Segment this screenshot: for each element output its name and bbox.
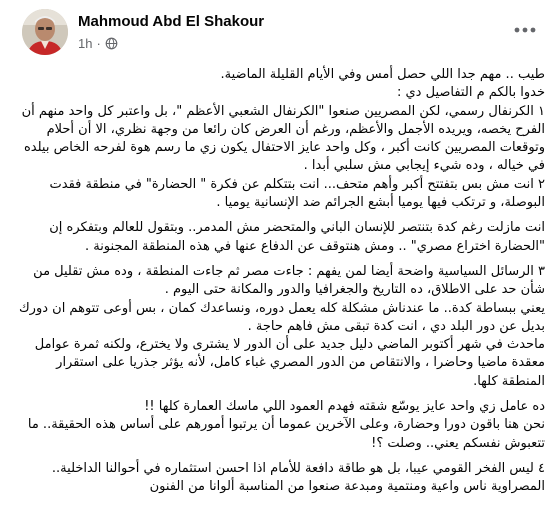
post-paragraph: ٣ الرسائل السياسية واضحة أيضا لمن يفهم : جاءت مصر ثم جاءت المنطقة ، وده مش تقليل من شأن حد على الاطلاق، ده التاريخ والجغرافيا والدور والمكانة حتى اليوم . <box>33 263 545 298</box>
post-paragraph: ١ الكرنفال رسمي، لكن المصريين صنعوا "الكرنفال الشعبي الأعظم "، بل واعتبر كل واحد منهم أن الفرح يخصه، ويريده الأجمل والأعظم، ورغم أن العرض كان رائعا من وجهة نظري، الا أن أحلام وتوقعات المصريين كانت أكبر ، وكل واحد عايز الاحتفال يكون زي ما رسم هوة لفرحه الخاص بيلده في خياله ، وده شيء إيجابي مش سلبي أبدا . <box>21 103 545 174</box>
post-paragraph: ماحدث في شهر أكتوبر الماضي دليل جديد على أن الدور لا يشترى ولا يخترع، ولكنه ثمرة عوامل معقدة ماضيا وحاضرا ، والانتقاص من الدور المصري غباء كامل، لأنه يؤثر جذريا على استقرار المنطقة كلها. <box>34 337 545 389</box>
globe-icon[interactable] <box>105 37 118 50</box>
post-text <box>10 66 545 497</box>
post-meta <box>78 35 118 51</box>
author-name[interactable]: Mahmoud Abd El Shakour <box>78 13 265 30</box>
meta-separator: · <box>96 35 101 51</box>
post-paragraph: طيب .. مهم جدا اللي حصل أمس وفي الأيام القليلة الماضية. <box>220 67 545 82</box>
post-paragraph: خدوا بالكم م التفاصيل دي : <box>396 85 545 101</box>
timestamp[interactable]: 1h <box>78 35 93 51</box>
more-horizontal-icon <box>514 27 536 33</box>
avatar-photo <box>22 9 68 55</box>
post-paragraph: يعني ببساطة كدة.. ما عندناش مشكلة كله يعمل دوره، ونساعدك كمان ، بس أوعى تتوهم ان دورك بديل عن دور البلد دي ، انت كدة تبقى مش فاهم حاجة . <box>18 300 545 334</box>
post-paragraph: ٢ انت مش بس بتفتتح أكبر وأهم متحف... انت بتتكلم عن فكرة " الحضارة" في منطقة فقدت البوصلة، و ترتكب فيها يوميا أبشع الجرائم ضد الإنسانية يوميا . <box>49 176 545 211</box>
post-paragraph: انت مازلت رغم كدة بتنتصر للإنسان الباني والمتحضر مش المدمر.. وبتقول للعالم وبتفكره إن "الحضارة اختراع مصري" .. ومش هنتوقف عن الدفاع عنها في هذه المنطقة المجنونة . <box>49 220 545 254</box>
post-paragraph: ده عامل زي واحد عايز يوسّع شقته فهدم العمود اللي ماسك العمارة كلها !! <box>144 399 545 415</box>
avatar[interactable] <box>22 9 68 55</box>
post-header <box>0 0 559 62</box>
more-options-button[interactable] <box>512 20 538 40</box>
post-paragraph: نحن هنا باقون دورا وحضارة، وعلى الآخرين عموما أن يرتبوا أمورهم على أساس هذه الحقيقة.. ما تتعبوش نفسكم يعني.. وصلت ؟! <box>27 417 545 451</box>
post-paragraph: ٤ ليس الفخر القومي عيبا، بل هو طاقة دافعة للأمام اذا احسن استثماره في أحوالنا الداخلية.. المصراوية ناس واعية ومنتمية ومبدعة صنعوا من المناسبة ألوانا من الفنون <box>51 460 545 495</box>
